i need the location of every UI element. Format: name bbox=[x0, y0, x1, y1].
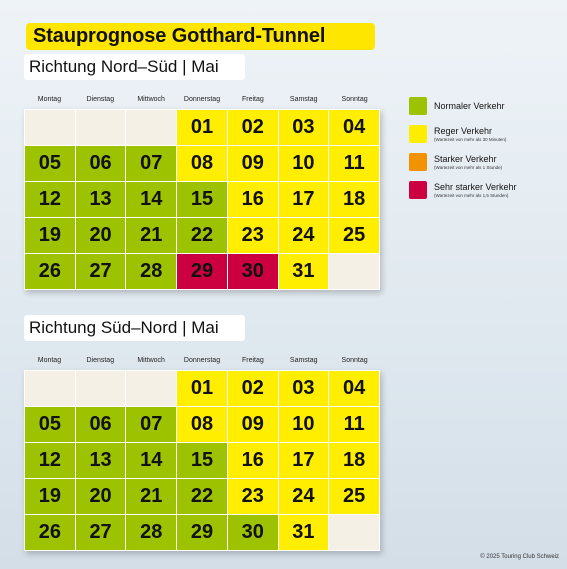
copyright: © 2025 Touring Club Schweiz bbox=[480, 554, 559, 560]
legend-label: Starker Verkehr bbox=[434, 154, 497, 164]
calendar-day-cell: 10 bbox=[279, 407, 329, 442]
calendar-day-cell: 28 bbox=[126, 254, 176, 289]
legend-label: Sehr starker Verkehr bbox=[434, 182, 517, 192]
calendar-day-cell: 02 bbox=[228, 371, 278, 406]
calendar-day-cell: 03 bbox=[279, 371, 329, 406]
calendar-day-cell: 24 bbox=[279, 479, 329, 514]
calendar-grid bbox=[24, 109, 380, 290]
calendar-day-cell: 19 bbox=[25, 218, 75, 253]
calendar-day-cell: 07 bbox=[126, 407, 176, 442]
calendar-day-cell: 03 bbox=[279, 110, 329, 145]
calendar-day-cell: 04 bbox=[329, 371, 379, 406]
calendar-day-cell: 23 bbox=[228, 479, 278, 514]
weekday-label: Samstag bbox=[289, 357, 318, 364]
legend-swatch bbox=[409, 97, 427, 115]
legend-label: Normaler Verkehr bbox=[434, 101, 505, 111]
legend-label: Reger Verkehr bbox=[434, 126, 493, 136]
calendar-day-cell: 26 bbox=[25, 254, 75, 289]
calendar-day-cell: 22 bbox=[177, 479, 227, 514]
legend-swatch bbox=[409, 153, 427, 171]
calendar-day-cell: 09 bbox=[228, 146, 278, 181]
page-title: Stauprognose Gotthard-Tunnel bbox=[26, 23, 375, 50]
calendar-day-cell: 13 bbox=[76, 443, 126, 478]
weekday-label: Freitag bbox=[241, 357, 264, 364]
weekday-header bbox=[24, 94, 380, 109]
legend-swatch bbox=[409, 125, 427, 143]
calendar-day-cell: 28 bbox=[126, 515, 176, 550]
weekday-label: Montag bbox=[37, 96, 62, 103]
calendar-empty-cell bbox=[126, 110, 176, 145]
legend-note: (Wartezeit von mehr als 30 Minuten) bbox=[434, 137, 507, 142]
weekday-label: Montag bbox=[37, 357, 62, 364]
calendar-day-cell: 14 bbox=[126, 443, 176, 478]
weekday-header bbox=[24, 355, 380, 370]
calendar-day-cell: 19 bbox=[25, 479, 75, 514]
calendar-day-cell: 11 bbox=[329, 407, 379, 442]
calendar-day-cell: 24 bbox=[279, 218, 329, 253]
calendar-day-cell: 16 bbox=[228, 182, 278, 217]
calendar-empty-cell bbox=[25, 110, 75, 145]
calendar-day-cell: 02 bbox=[228, 110, 278, 145]
calendar-day-cell: 04 bbox=[329, 110, 379, 145]
calendar-empty-cell bbox=[25, 371, 75, 406]
calendar-day-cell: 12 bbox=[25, 443, 75, 478]
calendar-empty-cell bbox=[76, 110, 126, 145]
calendar-day-cell: 18 bbox=[329, 443, 379, 478]
calendar-day-cell: 27 bbox=[76, 515, 126, 550]
calendar-day-cell: 05 bbox=[25, 146, 75, 181]
calendar-day-cell: 20 bbox=[76, 218, 126, 253]
calendar-day-cell: 13 bbox=[76, 182, 126, 217]
calendar-day-cell: 01 bbox=[177, 110, 227, 145]
weekday-label: Freitag bbox=[241, 96, 264, 103]
calendar-day-cell: 08 bbox=[177, 407, 227, 442]
calendar-day-cell: 17 bbox=[279, 443, 329, 478]
weekday-label: Dienstag bbox=[86, 96, 115, 103]
calendar-day-cell: 14 bbox=[126, 182, 176, 217]
weekday-label: Donnerstag bbox=[183, 96, 221, 103]
calendar-sued-nord bbox=[24, 355, 380, 551]
calendar-day-cell: 29 bbox=[177, 515, 227, 550]
weekday-label: Dienstag bbox=[86, 357, 115, 364]
calendar-day-cell: 21 bbox=[126, 218, 176, 253]
calendar-day-cell: 25 bbox=[329, 218, 379, 253]
calendar-day-cell: 30 bbox=[228, 254, 278, 289]
calendar-day-cell: 06 bbox=[76, 407, 126, 442]
calendar-day-cell: 17 bbox=[279, 182, 329, 217]
calendar-empty-cell bbox=[329, 515, 379, 550]
calendar-day-cell: 27 bbox=[76, 254, 126, 289]
calendar-day-cell: 15 bbox=[177, 182, 227, 217]
calendar-day-cell: 20 bbox=[76, 479, 126, 514]
calendar-grid bbox=[24, 370, 380, 551]
calendar-day-cell: 05 bbox=[25, 407, 75, 442]
calendar-day-cell: 31 bbox=[279, 515, 329, 550]
calendar-subtitle-nord-sued: Richtung Nord–Süd | Mai bbox=[24, 54, 245, 80]
calendar-empty-cell bbox=[329, 254, 379, 289]
calendar-day-cell: 10 bbox=[279, 146, 329, 181]
calendar-day-cell: 29 bbox=[177, 254, 227, 289]
calendar-nord-sued bbox=[24, 94, 380, 290]
weekday-label: Mittwoch bbox=[137, 357, 165, 364]
weekday-label: Donnerstag bbox=[183, 357, 221, 364]
calendar-day-cell: 06 bbox=[76, 146, 126, 181]
calendar-day-cell: 09 bbox=[228, 407, 278, 442]
calendar-day-cell: 22 bbox=[177, 218, 227, 253]
legend-swatch bbox=[409, 181, 427, 199]
legend-item-reger bbox=[409, 125, 506, 143]
weekday-label: Samstag bbox=[289, 96, 318, 103]
calendar-day-cell: 15 bbox=[177, 443, 227, 478]
calendar-day-cell: 11 bbox=[329, 146, 379, 181]
legend-note: (Wartezeit von mehr als 1,5 Stunden) bbox=[434, 193, 509, 198]
calendar-day-cell: 16 bbox=[228, 443, 278, 478]
weekday-label: Mittwoch bbox=[137, 96, 165, 103]
calendar-day-cell: 07 bbox=[126, 146, 176, 181]
calendar-day-cell: 21 bbox=[126, 479, 176, 514]
calendar-day-cell: 31 bbox=[279, 254, 329, 289]
calendar-day-cell: 18 bbox=[329, 182, 379, 217]
calendar-subtitle-sued-nord: Richtung Süd–Nord | Mai bbox=[24, 315, 245, 341]
calendar-day-cell: 08 bbox=[177, 146, 227, 181]
weekday-label: Sonntag bbox=[341, 357, 368, 364]
calendar-day-cell: 25 bbox=[329, 479, 379, 514]
calendar-day-cell: 30 bbox=[228, 515, 278, 550]
calendar-day-cell: 12 bbox=[25, 182, 75, 217]
weekday-label: Sonntag bbox=[341, 96, 368, 103]
calendar-day-cell: 26 bbox=[25, 515, 75, 550]
calendar-empty-cell bbox=[126, 371, 176, 406]
legend-item-starker bbox=[409, 153, 502, 171]
calendar-empty-cell bbox=[76, 371, 126, 406]
legend-item-sehr-starker bbox=[409, 181, 517, 199]
legend-note: (Wartezeit von mehr als 1 Stunde) bbox=[434, 165, 503, 170]
legend-item-normal bbox=[409, 97, 505, 115]
calendar-day-cell: 01 bbox=[177, 371, 227, 406]
calendar-day-cell: 23 bbox=[228, 218, 278, 253]
